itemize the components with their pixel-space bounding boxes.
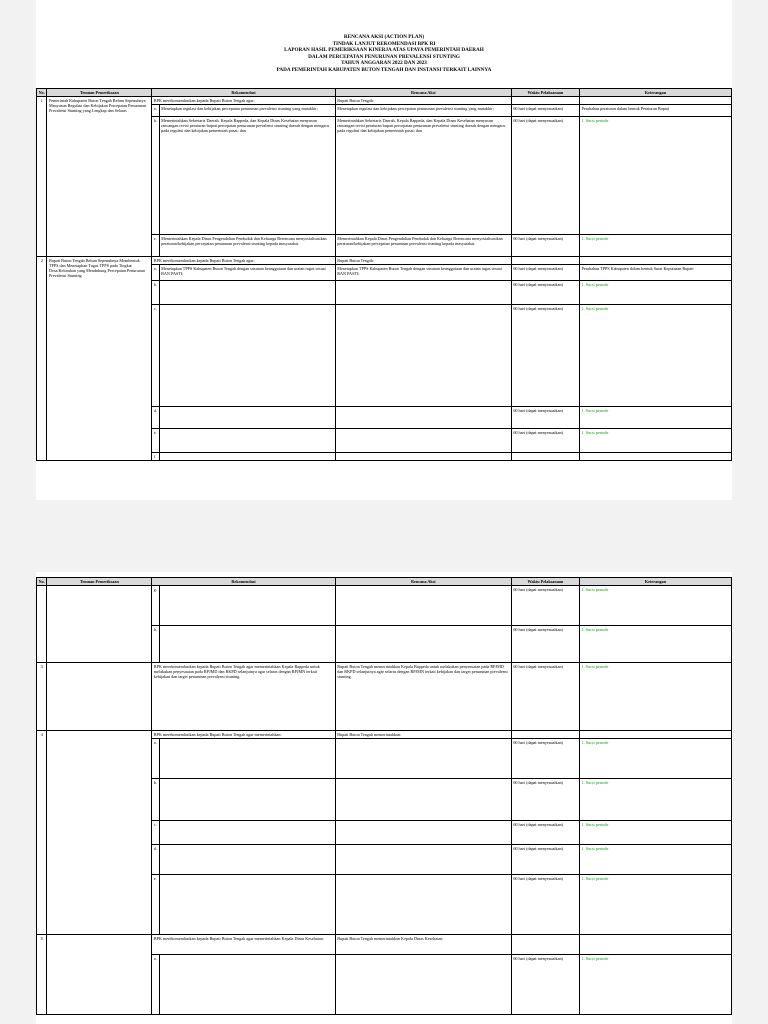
title-line: DALAM PERCEPATAN PENURUNAN PREVALENSI STUNTING	[308, 53, 460, 60]
action-text	[335, 875, 511, 935]
action-text: Menetapkan regulasi dan kebijakan percepatan penurunan prevalensi stunting yang mutakhir;	[335, 104, 511, 116]
timeline-text: 60 hari (dapat menyesuaikan)	[511, 875, 579, 935]
action-text: Bupati Buton Tengah memerintahkan Kepala Bappeda untuk melakukan penyesuaian pada RPJMD dan RKPD selanjutnya agar selaras dengan RPJMN terkait kebijakan dan target penurunan prevalensi stunting.	[335, 663, 511, 731]
notes-text: Perubahan TPPS Kabupaten dalam bentuk Surat Keputusan Bupati	[579, 264, 731, 280]
item-letter: c.	[152, 234, 159, 256]
item-letter: e.	[152, 875, 159, 935]
item-letter: b.	[152, 280, 159, 304]
item-letter: h.	[152, 626, 159, 663]
timeline-text: 60 hari (dapat menyesuaikan)	[511, 779, 579, 821]
recommendation-text: Memerintahkan Kepala Dinas Pengendalian Penduduk dan Keluarga Berencana menyosialisasikan peraturan/kebijakan percepatan penurunan prevalensi stunting kepada masyarakat.	[159, 234, 335, 256]
recommendation-text	[159, 779, 335, 821]
action-text	[335, 428, 511, 452]
item-letter: d.	[152, 406, 159, 428]
action-text	[335, 739, 511, 779]
header-rencana: Rencana Aksi	[335, 88, 511, 96]
status-text: 1. Sucsi periode	[581, 740, 609, 745]
row-number: 3	[37, 663, 47, 731]
finding-cell: Pemerintah Kabupaten Buton Tengah Belum Sepenuhnya Menyusun Regulasi dan Kebijakan Percepatan Penurunan Prevalensi Stunting yang Lengkap dan Selaras	[47, 96, 152, 256]
action-text	[335, 845, 511, 875]
status-text: 1. Sucsi periode	[581, 407, 609, 413]
timeline-text: 60 hari (dapat menyesuaikan)	[511, 264, 579, 280]
recommendation-intro: BPK merekomendasikan kepada Bupati Buton Tengah agar:	[152, 96, 335, 104]
row-number: 4	[37, 731, 47, 935]
notes-text	[579, 663, 731, 731]
timeline-text: 60 hari (dapat menyesuaikan)	[511, 955, 579, 1015]
status-text: 1. Sucsi periode	[581, 281, 609, 287]
notes-text: Perubahan peraturan dalam bentuk Peraturan Bupati	[579, 104, 731, 116]
item-letter: a.	[152, 264, 159, 280]
recommendation-text	[159, 739, 335, 779]
timeline-text: 60 hari (dapat menyesuaikan)	[511, 428, 579, 452]
document-title	[36, 0, 732, 74]
action-intro: Bupati Buton Tengah memerintahkan Kepala Dinas Kesehatan:	[335, 935, 511, 955]
header-rekomendasi: Rekomendasi	[152, 578, 335, 586]
status-text: 1. Sucsi periode	[581, 822, 609, 827]
title-line: PADA PEMERINTAH KABUPATEN BUTON TENGAH DAN INSTANSI TERKAIT LAINNYA	[276, 66, 492, 73]
action-intro: Bupati Buton Tengah:	[335, 256, 511, 264]
header-waktu: Waktu Pelaksanaan	[511, 578, 579, 586]
recommendation-text	[159, 406, 335, 428]
notes-text	[579, 845, 731, 875]
table-row	[37, 935, 732, 955]
finding-cell: Bupati Buton Tengah Belum Sepenuhnya Membentuk TPPS dan Menetapkan Tugas TPPS pada Tingkat Desa/Kelurahan yang Mendukung Percepatan Penurunan Prevalensi Stunting	[47, 256, 152, 460]
item-letter: g.	[152, 586, 159, 626]
recommendation-intro: BPK merekomendasikan kepada Bupati Buton Tengah agar memerintahkan:	[152, 731, 335, 739]
timeline-text: 60 hari (dapat menyesuaikan)	[511, 116, 579, 234]
status-text: 1. Sucsi periode	[581, 956, 609, 961]
status-text: 1. Sucsi periode	[581, 305, 609, 311]
notes-text	[579, 955, 731, 1015]
status-text: 1. Sucsi periode	[581, 587, 609, 592]
item-letter: c.	[152, 821, 159, 845]
header-rencana: Rencana Aksi	[335, 578, 511, 586]
title-line: TINDAK LANJUT REKOMENDASI BPK RI	[332, 40, 436, 47]
action-text	[335, 452, 511, 460]
recommendation-text	[159, 586, 335, 626]
item-letter: e.	[152, 428, 159, 452]
item-letter: f.	[152, 452, 159, 460]
title-line: RENCANA AKSI (ACTION PLAN)	[343, 34, 425, 40]
document-page-2	[36, 572, 732, 1024]
timeline-text: 60 hari (dapat menyesuaikan)	[511, 821, 579, 845]
header-temuan: Temuan Pemeriksaan	[47, 578, 152, 586]
recommendation-text	[159, 280, 335, 304]
row-number: 1	[37, 96, 47, 256]
action-text	[335, 586, 511, 626]
title-line: TAHUN ANGGARAN 2022 DAN 2023	[341, 60, 427, 67]
header-rekomendasi: Rekomendasi	[152, 88, 335, 96]
item-letter: a.	[152, 955, 159, 1015]
action-text	[335, 406, 511, 428]
row-number: 5	[37, 935, 47, 1015]
notes-text	[579, 739, 731, 779]
recommendation-text	[159, 626, 335, 663]
timeline-text: 60 hari (dapat menyesuaikan)	[511, 104, 579, 116]
header-temuan: Temuan Pemeriksaan	[47, 88, 152, 96]
notes-text	[579, 428, 731, 452]
timeline-text: 60 hari (dapat menyesuaikan)	[511, 739, 579, 779]
recommendation-text: Menetapkan regulasi dan kebijakan percepatan penurunan prevalensi stunting yang mutakhir;	[159, 104, 335, 116]
timeline-text: 60 hari (dapat menyesuaikan)	[511, 304, 579, 406]
finding-cell	[47, 935, 152, 1015]
header-no: No.	[37, 88, 47, 96]
item-letter: a.	[152, 104, 159, 116]
timeline-text: 60 hari (dapat menyesuaikan)	[511, 626, 579, 663]
status-text: 1. Sucsi periode	[581, 429, 609, 435]
notes-text	[579, 304, 731, 406]
status-text: 1. Sucsi periode	[581, 876, 609, 881]
finding-cell	[47, 731, 152, 935]
action-text: Memerintahkan Sekretaris Daerah, Kepala Bappeda, dan Kepala Dinas Kesehatan menyusun rancangan revisi peraturan bupati percepatan penurunan prevalensi stunting daerah dengan mengacu pada regulasi dan kebijakan pemerintah pusat; dan	[335, 116, 511, 234]
finding-cell	[47, 663, 152, 731]
action-text: Menetapkan TPPS Kabupaten Buton Tengah dengan susunan keanggotaan dan uraian tugas sesuai RAN PASTI;	[335, 264, 511, 280]
title-line: LAPORAN HASIL PEMERIKSAAN KINERJA ATAS UPAYA PEMERINTAH DAERAH	[284, 47, 484, 54]
table-row	[37, 256, 732, 264]
table-header-row	[37, 88, 732, 96]
header-keterangan: Keterangan	[579, 578, 731, 586]
action-text	[335, 280, 511, 304]
recommendation-text	[159, 821, 335, 845]
action-text: Memerintahkan Kepala Dinas Pengendalian Penduduk dan Keluarga Berencana menyosialisasikan peraturan/kebijakan percepatan penurunan prevalensi stunting kepada masyarakat.	[335, 234, 511, 256]
action-plan-table	[36, 577, 732, 1015]
notes-text	[579, 779, 731, 821]
action-text	[335, 779, 511, 821]
action-text	[335, 626, 511, 663]
status-text: 1. Sucsi periode	[581, 780, 609, 785]
item-letter: b.	[152, 779, 159, 821]
timeline-text: 60 hari (dapat menyesuaikan)	[511, 406, 579, 428]
recommendation-intro: BPK merekomendasikan kepada Bupati Buton Tengah agar memerintahkan Kepala Dinas Kesehatan:	[152, 935, 335, 955]
item-letter: a.	[152, 739, 159, 779]
status-text: 1. Sucsi periode	[581, 664, 609, 669]
row-number: 2	[37, 256, 47, 460]
recommendation-text	[159, 428, 335, 452]
status-text: 1. Sucsi periode	[581, 117, 609, 123]
notes-text	[579, 626, 731, 663]
action-intro: Bupati Buton Tengah:	[335, 96, 511, 104]
action-intro: Bupati Buton Tengah memerintahkan:	[335, 731, 511, 739]
recommendation-text: BPK merekomendasikan kepada Bupati Buton Tengah agar memerintahkan Kepala Bappeda untuk melakukan penyesuaian pada RPJMD dan RKPD selanjutnya agar selaras dengan RPJMN terkait kebijakan dan target penurunan prevalensi stunting.	[152, 663, 335, 731]
status-text: 1. Sucsi periode	[581, 627, 609, 632]
header-no: No.	[37, 578, 47, 586]
table-row	[37, 731, 732, 739]
recommendation-intro: BPK merekomendasikan kepada Bupati Buton Tengah agar:	[152, 256, 335, 264]
table-header-row	[37, 578, 732, 586]
action-plan-table	[36, 88, 732, 461]
notes-text	[579, 875, 731, 935]
header-keterangan: Keterangan	[579, 88, 731, 96]
recommendation-text	[159, 875, 335, 935]
table-row	[37, 96, 732, 104]
document-page-1	[36, 0, 732, 500]
timeline-text: 60 hari (dapat menyesuaikan)	[511, 845, 579, 875]
notes-text	[579, 821, 731, 845]
notes-text	[579, 406, 731, 428]
notes-text	[579, 280, 731, 304]
recommendation-text	[159, 452, 335, 460]
recommendation-text	[159, 304, 335, 406]
notes-text	[579, 586, 731, 626]
recommendation-text	[159, 845, 335, 875]
notes-text	[579, 452, 731, 460]
timeline-text: 60 hari (dapat menyesuaikan)	[511, 234, 579, 256]
status-text: 1. Sucsi periode	[581, 846, 609, 851]
item-letter: c.	[152, 304, 159, 406]
notes-text	[579, 116, 731, 234]
action-text	[335, 955, 511, 1015]
recommendation-text: Memerintahkan Sekretaris Daerah, Kepala Bappeda, dan Kepala Dinas Kesehatan menyusun rancangan revisi peraturan bupati percepatan penurunan prevalensi stunting daerah dengan mengacu pada regulasi dan kebijakan pemerintah pusat; dan	[159, 116, 335, 234]
item-letter: b.	[152, 116, 159, 234]
action-text	[335, 304, 511, 406]
table-row	[37, 663, 732, 731]
table-row	[37, 586, 732, 626]
timeline-text: 60 hari (dapat menyesuaikan)	[511, 586, 579, 626]
header-waktu: Waktu Pelaksanaan	[511, 88, 579, 96]
recommendation-text: Menetapkan TPPS Kabupaten Buton Tengah dengan susunan keanggotaan dan uraian tugas sesuai RAN PASTI;	[159, 264, 335, 280]
timeline-text: 60 hari (dapat menyesuaikan)	[511, 280, 579, 304]
item-letter: d.	[152, 845, 159, 875]
timeline-text: 60 hari (dapat menyesuaikan)	[511, 663, 579, 731]
status-text: 1. Sucsi periode	[581, 235, 609, 241]
action-text	[335, 821, 511, 845]
page-gap	[0, 500, 768, 572]
notes-text	[579, 234, 731, 256]
recommendation-text	[159, 955, 335, 1015]
